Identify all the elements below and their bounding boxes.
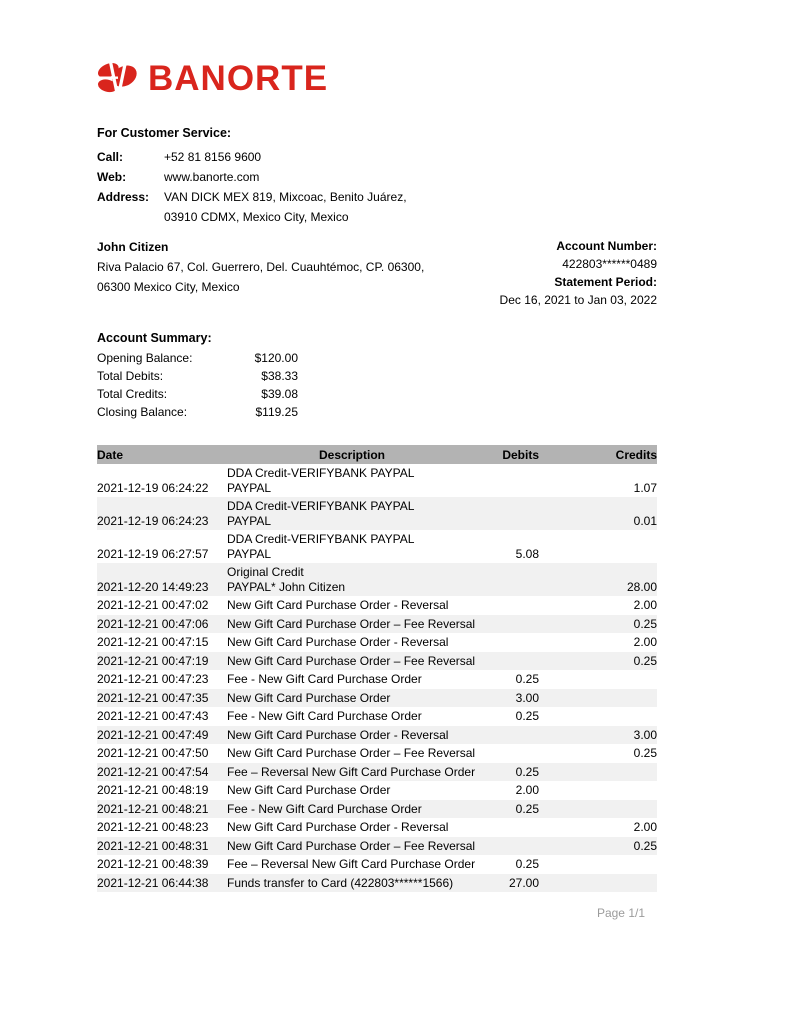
summary-label: Opening Balance: <box>97 351 193 365</box>
transaction-description-cell: DDA Credit-VERIFYBANK PAYPAL PAYPAL <box>227 466 415 495</box>
transaction-row <box>97 563 657 596</box>
transaction-description-cell: Fee – Reversal New Gift Card Purchase Order <box>227 764 476 779</box>
transaction-credit-cell: 2.00 <box>633 820 657 834</box>
account-summary-section <box>97 329 657 421</box>
transaction-credit-cell: 2.00 <box>633 635 657 649</box>
transaction-description-cell: New Gift Card Purchase Order - Reversal <box>227 598 449 612</box>
transaction-credit-cell: 3.00 <box>633 727 657 742</box>
transaction-date-cell: 2021-12-21 00:48:19 <box>97 783 209 797</box>
transaction-date-cell: 2021-12-21 00:48:23 <box>97 820 209 834</box>
transaction-credit-cell <box>539 530 657 563</box>
transaction-date-cell: 2021-12-21 00:47:23 <box>97 672 209 686</box>
transaction-description-cell: New Gift Card Purchase Order - Reversal <box>227 820 449 834</box>
transaction-description-cell: New Gift Card Purchase Order – Fee Reversal <box>227 746 476 760</box>
transaction-row <box>97 497 657 530</box>
transaction-date-cell: 2021-12-19 06:27:57 <box>97 546 209 561</box>
transaction-credit-cell: 0.01 <box>633 513 657 528</box>
transaction-debit-cell: 0.25 <box>515 764 539 779</box>
transaction-row <box>97 800 657 819</box>
transaction-description-cell: Original Credit PAYPAL* John Citizen <box>227 565 346 594</box>
account-holder-address: Riva Palacio 67, Col. Guerrero, Del. Cuauhtémoc, CP. 06300, 06300 Mexico City, Mexico <box>97 260 425 294</box>
account-summary-title: Account Summary: <box>97 331 212 345</box>
transaction-credit-cell: 2.00 <box>633 598 657 612</box>
transaction-date-cell: 2021-12-19 06:24:23 <box>97 513 209 528</box>
transaction-debit-cell <box>477 464 539 497</box>
transaction-debit-cell: 0.25 <box>515 672 539 686</box>
transaction-credit-cell <box>539 855 657 874</box>
account-info-section <box>500 237 657 309</box>
transaction-credit-cell: 0.25 <box>633 746 657 760</box>
transaction-credit-cell <box>539 874 657 893</box>
banorte-logo-icon <box>97 60 139 97</box>
transaction-credit-cell: 0.25 <box>633 838 657 853</box>
transaction-row <box>97 874 657 893</box>
transaction-description-cell: New Gift Card Purchase Order <box>227 690 391 705</box>
transaction-description-cell: Fee - New Gift Card Purchase Order <box>227 709 422 723</box>
transaction-row <box>97 670 657 689</box>
transaction-row <box>97 615 657 634</box>
header-credits: Credits <box>539 445 657 464</box>
transaction-date-cell: 2021-12-21 00:48:31 <box>97 838 209 853</box>
transaction-debit-cell: 27.00 <box>508 875 539 890</box>
transaction-credit-cell <box>539 689 657 708</box>
transaction-debit-cell <box>477 497 539 530</box>
statement-content <box>97 0 657 920</box>
transaction-description-cell: DDA Credit-VERIFYBANK PAYPAL PAYPAL <box>227 499 415 528</box>
page-number: Page 1/1 <box>596 906 645 920</box>
transaction-credit-cell <box>539 781 657 800</box>
transaction-credit-cell <box>539 670 657 689</box>
account-number-label: Account Number: <box>556 239 657 253</box>
transactions-table <box>97 445 657 892</box>
transaction-credit-cell: 28.00 <box>626 579 657 594</box>
transaction-row <box>97 818 657 837</box>
transaction-date-cell: 2021-12-21 00:47:35 <box>97 690 209 705</box>
transaction-row <box>97 837 657 856</box>
transaction-row <box>97 855 657 874</box>
account-summary-row <box>97 349 298 367</box>
transaction-row <box>97 530 657 563</box>
transaction-credit-cell <box>539 800 657 819</box>
transactions-header <box>97 445 657 464</box>
customer-service-row <box>97 187 657 227</box>
transaction-date-cell: 2021-12-21 00:47:43 <box>97 709 209 723</box>
transaction-description-cell: New Gift Card Purchase Order – Fee Reversal <box>227 616 476 631</box>
customer-service-label: Web: <box>97 170 127 184</box>
transaction-debit-cell <box>477 563 539 596</box>
transaction-debit-cell: 0.25 <box>515 709 539 723</box>
header-description: Description <box>227 445 477 464</box>
summary-label: Total Credits: <box>97 387 168 401</box>
customer-service-value: +52 81 8156 9600 <box>164 150 262 164</box>
transaction-row <box>97 689 657 708</box>
transaction-debit-cell <box>477 652 539 671</box>
header-date: Date <box>97 445 227 464</box>
transaction-description-cell: Fee – Reversal New Gift Card Purchase Order <box>227 857 476 871</box>
transaction-debit-cell <box>477 615 539 634</box>
customer-service-rows <box>97 147 657 227</box>
transaction-debit-cell <box>477 596 539 615</box>
account-summary-rows <box>97 349 657 421</box>
header-debits: Debits <box>477 445 539 464</box>
transaction-debit-cell: 0.25 <box>515 857 539 871</box>
transaction-date-cell: 2021-12-20 14:49:23 <box>97 579 209 594</box>
banorte-logo <box>97 57 657 99</box>
transaction-description-cell: Funds transfer to Card (422803******1566) <box>227 875 454 890</box>
customer-service-label: Call: <box>97 150 124 164</box>
customer-service-section <box>97 125 657 227</box>
transaction-date-cell: 2021-12-21 00:48:39 <box>97 857 209 871</box>
transaction-description-cell: New Gift Card Purchase Order - Reversal <box>227 635 449 649</box>
transaction-credit-cell: 0.25 <box>633 653 657 668</box>
account-number-value: 422803******0489 <box>562 257 657 271</box>
transaction-debit-cell <box>477 633 539 652</box>
transaction-credit-cell <box>539 707 657 726</box>
transaction-description-cell: Fee - New Gift Card Purchase Order <box>227 801 422 816</box>
transaction-row <box>97 652 657 671</box>
summary-label: Total Debits: <box>97 369 164 383</box>
transaction-row <box>97 596 657 615</box>
account-holder-section <box>97 237 424 309</box>
transaction-description-cell: Fee - New Gift Card Purchase Order <box>227 672 422 686</box>
summary-value: $120.00 <box>254 351 298 365</box>
transaction-date-cell: 2021-12-21 00:47:06 <box>97 616 209 631</box>
transaction-date-cell: 2021-12-21 00:47:54 <box>97 764 209 779</box>
transactions-header-row <box>97 445 657 464</box>
transaction-credit-cell <box>539 763 657 782</box>
transaction-debit-cell: 2.00 <box>515 783 539 797</box>
transaction-description-cell: New Gift Card Purchase Order – Fee Reversal <box>227 653 476 668</box>
customer-service-value: VAN DICK MEX 819, Mixcoac, Benito Juárez, 03910 CDMX, Mexico City, Mexico <box>164 190 407 224</box>
transaction-debit-cell: 0.25 <box>515 801 539 816</box>
transaction-debit-cell: 3.00 <box>515 690 539 705</box>
account-summary-row <box>97 403 298 421</box>
transaction-row <box>97 744 657 763</box>
transaction-credit-cell: 1.07 <box>633 480 657 495</box>
account-summary-row <box>97 385 298 403</box>
account-header-row <box>97 237 657 309</box>
transactions-body <box>97 464 657 892</box>
transaction-date-cell: 2021-12-21 00:47:19 <box>97 653 209 668</box>
transaction-date-cell: 2021-12-21 00:47:02 <box>97 598 209 612</box>
transaction-row <box>97 781 657 800</box>
customer-service-row <box>97 147 657 167</box>
transaction-date-cell: 2021-12-21 00:47:49 <box>97 727 209 742</box>
account-holder-name: John Citizen <box>97 240 169 254</box>
transaction-debit-cell <box>477 744 539 763</box>
transaction-row <box>97 633 657 652</box>
transaction-row <box>97 726 657 745</box>
summary-value: $38.33 <box>261 369 298 383</box>
transaction-credit-cell: 0.25 <box>633 616 657 631</box>
transaction-debit-cell: 5.08 <box>515 546 539 561</box>
transaction-debit-cell <box>477 726 539 745</box>
transaction-row <box>97 763 657 782</box>
transaction-description-cell: New Gift Card Purchase Order <box>227 783 391 797</box>
customer-service-title: For Customer Service: <box>97 126 232 140</box>
account-summary-row <box>97 367 298 385</box>
transaction-date-cell: 2021-12-21 00:48:21 <box>97 801 209 816</box>
transaction-debit-cell <box>477 818 539 837</box>
transaction-row <box>97 464 657 497</box>
transaction-description-cell: New Gift Card Purchase Order – Fee Reversal <box>227 838 476 853</box>
customer-service-row <box>97 167 657 187</box>
summary-value: $39.08 <box>261 387 298 401</box>
transaction-date-cell: 2021-12-21 00:47:50 <box>97 746 209 760</box>
transaction-description-cell: New Gift Card Purchase Order - Reversal <box>227 727 449 742</box>
summary-value: $119.25 <box>255 405 298 419</box>
transaction-row <box>97 707 657 726</box>
transaction-description-cell: DDA Credit-VERIFYBANK PAYPAL PAYPAL <box>227 532 415 561</box>
banorte-logo-text: BANORTE <box>148 58 329 98</box>
transaction-date-cell: 2021-12-21 00:47:15 <box>97 635 209 649</box>
transaction-debit-cell <box>477 837 539 856</box>
statement-period-value: Dec 16, 2021 to Jan 03, 2022 <box>499 293 657 307</box>
transaction-date-cell: 2021-12-19 06:24:22 <box>97 480 209 495</box>
summary-label: Closing Balance: <box>97 405 188 419</box>
statement-period-label: Statement Period: <box>554 275 657 289</box>
transaction-date-cell: 2021-12-21 06:44:38 <box>97 875 209 890</box>
customer-service-value: www.banorte.com <box>164 170 260 184</box>
customer-service-label: Address: <box>97 190 150 204</box>
